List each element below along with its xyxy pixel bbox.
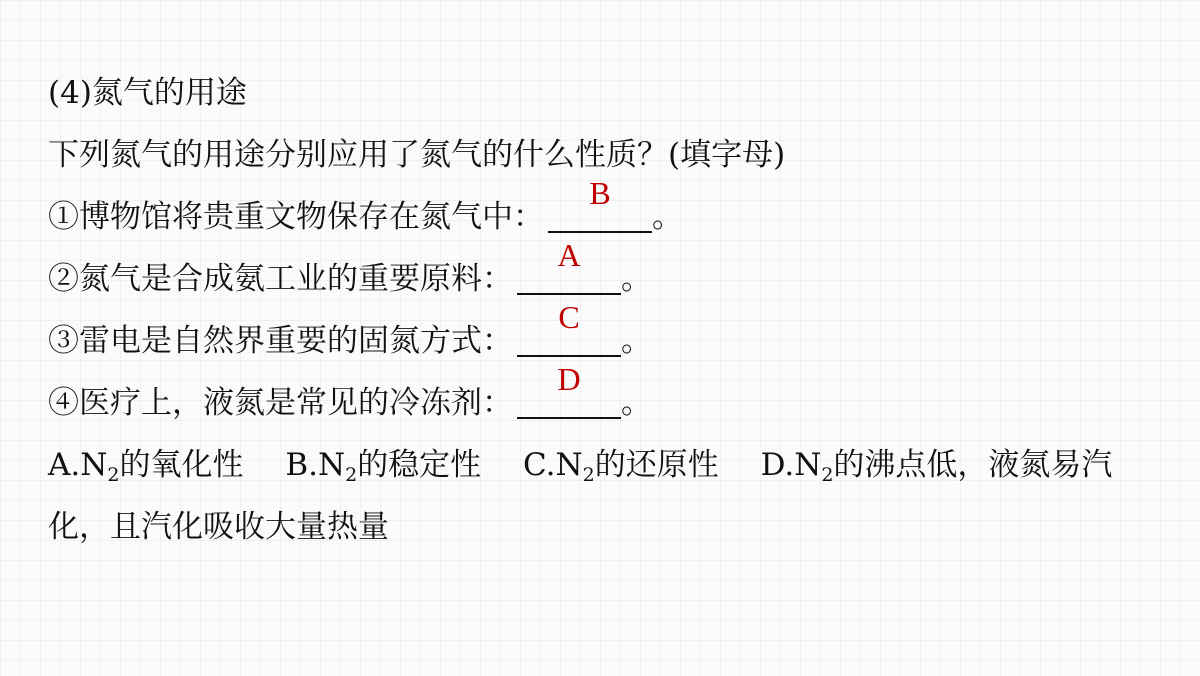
question-prompt: 下列氮气的用途分别应用了氮气的什么性质？(填字母) bbox=[48, 137, 786, 173]
item-end: 。 bbox=[621, 261, 652, 297]
answer-letter: C bbox=[558, 299, 580, 335]
answer-letter: A bbox=[557, 237, 581, 273]
option-d: $D.N_2$的沸点低，液氮易汽化，且汽化吸收大量热量 bbox=[48, 447, 1113, 545]
item-text: ④医疗上，液氮是常见的冷冻剂： bbox=[48, 385, 513, 421]
question-content bbox=[48, 62, 1160, 558]
question-item-4 bbox=[48, 361, 1160, 434]
section-heading: (4)氮气的用途 bbox=[48, 75, 247, 111]
answer-blank bbox=[548, 175, 652, 233]
item-end: 。 bbox=[652, 199, 683, 235]
item-end: 。 bbox=[621, 385, 652, 421]
item-end: 。 bbox=[621, 323, 652, 359]
option-b: $B.N_2$的稳定性 bbox=[285, 447, 482, 486]
item-text: ①博物馆将贵重文物保存在氮气中： bbox=[48, 199, 544, 235]
option-a: $A.N_2$的氧化性 bbox=[48, 447, 244, 486]
item-text: ③雷电是自然界重要的固氮方式： bbox=[48, 323, 513, 359]
answer-blank bbox=[517, 299, 621, 357]
answer-letter: B bbox=[589, 175, 611, 211]
answer-blank bbox=[517, 237, 621, 295]
item-text: ②氮气是合成氨工业的重要原料： bbox=[48, 261, 513, 297]
answer-letter: D bbox=[557, 361, 581, 397]
option-c: $C.N_2$的还原性 bbox=[523, 447, 719, 486]
option-list bbox=[48, 434, 1160, 558]
answer-blank bbox=[517, 361, 621, 419]
